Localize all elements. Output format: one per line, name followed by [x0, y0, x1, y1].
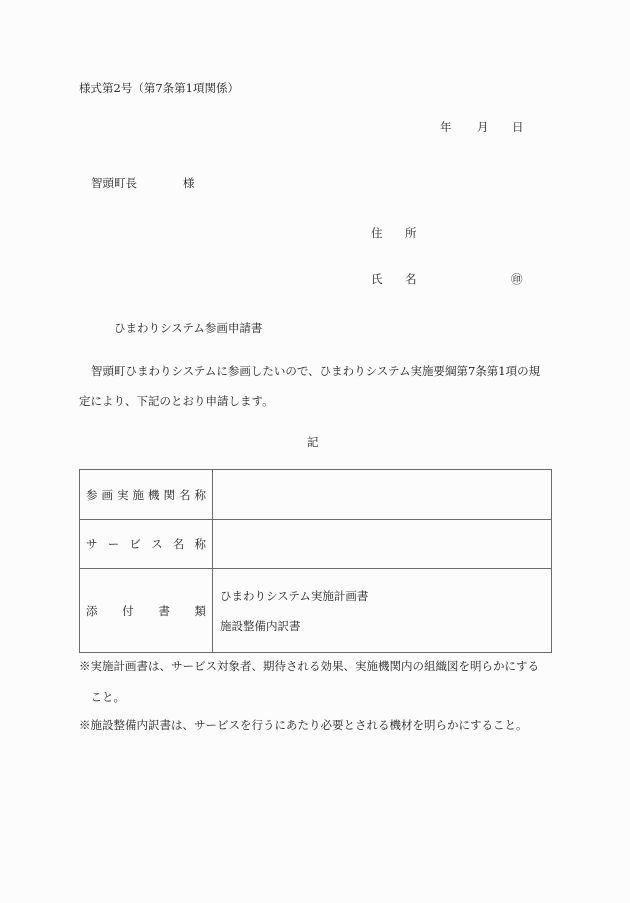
name-label-2: 名 [405, 272, 417, 286]
label-char: 施 [132, 487, 144, 502]
attachment-item: 施設整備内訳書 [220, 618, 301, 633]
name-label-1: 氏 [371, 272, 383, 286]
addressee-honorific: 様 [183, 176, 195, 190]
label-char: 実 [117, 487, 129, 502]
label-char: 画 [101, 487, 113, 502]
label-char: 称 [194, 487, 206, 502]
table-row-service [80, 520, 552, 569]
attachments-cell [213, 569, 552, 653]
body-line-1: 智頭町ひまわりシステムに参画したいので、ひまわりシステム実施要綱第7条第1項の規 [91, 364, 541, 378]
label-char: サ [86, 537, 98, 551]
body-line-2: 定により、下記のとおり申請します。 [79, 394, 274, 408]
note-1-line-1: ※実施計画書は、サービス対象者、期待される効果、実施機関内の組織図を明らかにする [79, 659, 539, 673]
label-char: 機 [148, 487, 160, 502]
label-char: ス [151, 537, 163, 551]
form-number: 様式第2号（第7条第1項関係） [79, 81, 239, 95]
address-label-2: 所 [405, 226, 417, 240]
addressee-name: 智頭町長 [91, 176, 137, 190]
label-char: ー [107, 537, 120, 551]
label-char: 関 [163, 487, 175, 502]
seal-mark: ㊞ [511, 272, 523, 286]
label-cell [80, 520, 213, 569]
label-char: 名 [179, 487, 191, 502]
label-char: 参 [86, 487, 98, 502]
table-row-attachments [80, 569, 552, 653]
label-char: 名 [172, 537, 185, 551]
label-char: ビ [129, 537, 141, 551]
date-day-label: 日 [512, 120, 524, 134]
document-title: ひまわりシステム参画申請書 [114, 321, 263, 335]
label-char: 称 [194, 537, 206, 551]
date-month-label: 月 [477, 120, 489, 134]
label-char: 書 [158, 603, 170, 618]
note-2: ※施設整備内訳書は、サービスを行うにあたり必要とされる機材を明らかにすること。 [79, 718, 528, 732]
label-char: 付 [122, 603, 134, 618]
address-label-1: 住 [371, 226, 383, 240]
label-cell [80, 470, 213, 520]
institution-name-field[interactable] [213, 470, 552, 520]
attachment-item: ひまわりシステム実施計画書 [220, 588, 369, 603]
date-year-label: 年 [440, 120, 452, 134]
service-name-field[interactable] [213, 520, 552, 569]
ki-heading: 記 [307, 435, 319, 449]
table-row-institution [80, 470, 552, 520]
label-cell [80, 569, 213, 653]
application-table [79, 469, 552, 653]
label-char: 添 [86, 603, 98, 618]
label-char: 類 [194, 603, 206, 618]
note-1-line-2: こと。 [79, 690, 125, 704]
